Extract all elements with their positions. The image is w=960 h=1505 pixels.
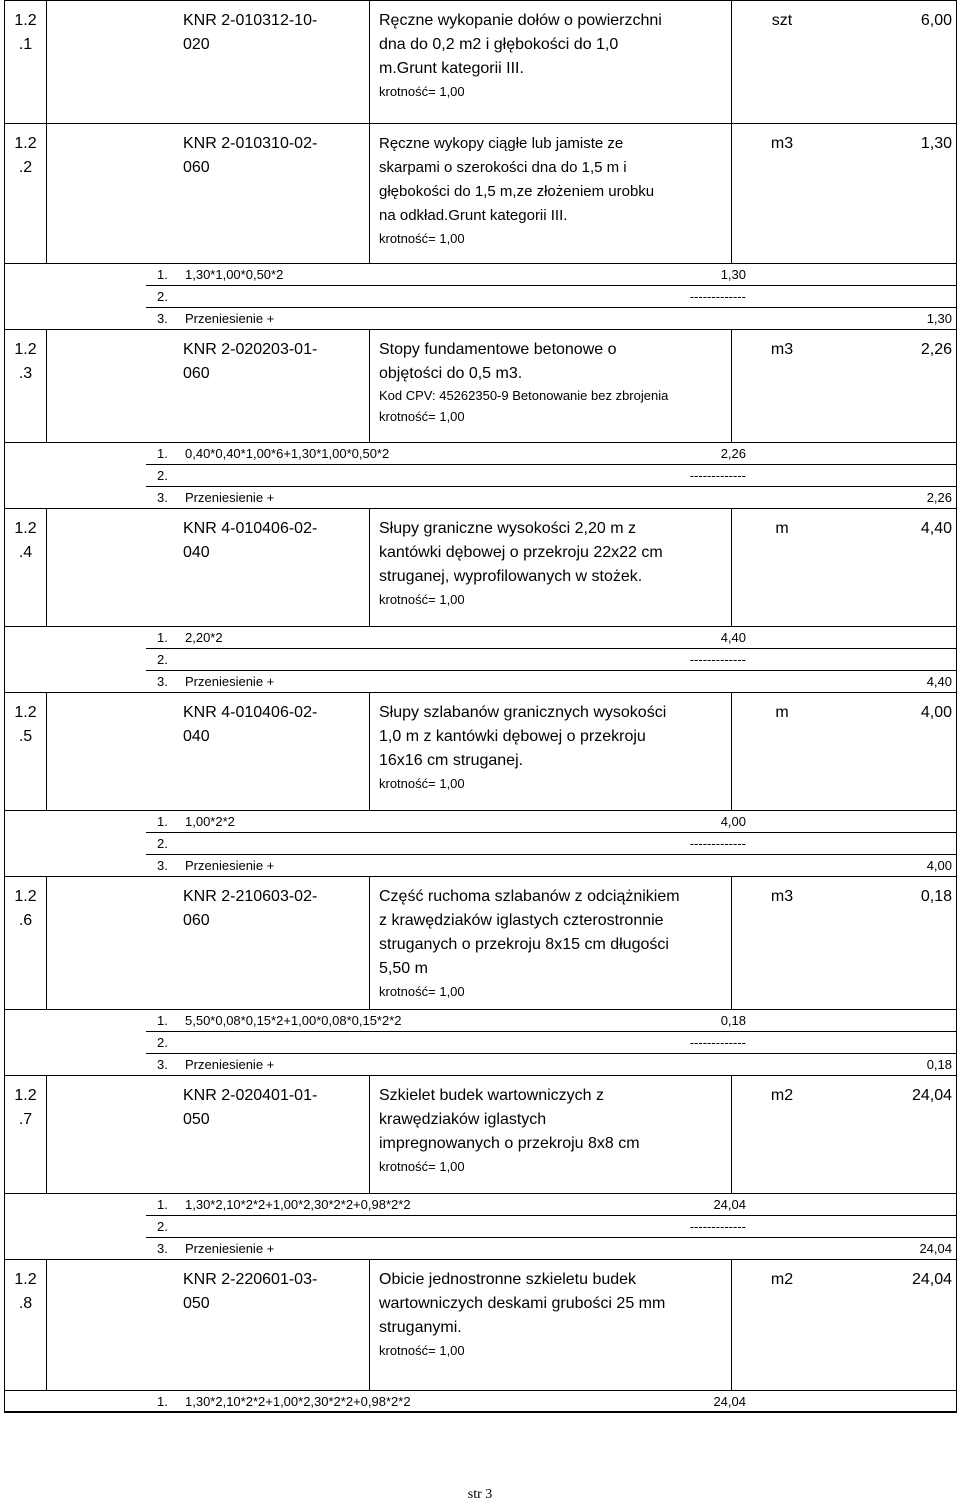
position-number: 1.2 .1	[5, 1, 47, 123]
calculation-row	[5, 442, 956, 464]
cpv-code: Kod CPV: 45262350-9 Betonowanie bez zbrojenia	[379, 388, 669, 403]
calc-value: -------------	[689, 1219, 746, 1234]
position-number: 1.2 .3	[5, 330, 47, 442]
calculation-row	[146, 832, 956, 854]
position-row	[5, 329, 956, 442]
calc-line-number: 2.	[157, 1219, 168, 1234]
calc-value: -------------	[689, 652, 746, 667]
multiplier: krotność= 1,00	[379, 984, 465, 999]
calculation-row-inner	[146, 1391, 956, 1411]
position-description	[370, 1260, 732, 1390]
calc-formula: Przeniesienie +	[185, 1241, 275, 1256]
calculation-block	[5, 626, 956, 692]
calculation-row-inner	[146, 627, 956, 648]
calculation-row	[5, 626, 956, 648]
position-description	[370, 124, 732, 263]
quantity: 4,00	[920, 704, 952, 721]
calculation-block	[5, 263, 956, 329]
multiplier: krotność= 1,00	[379, 1159, 465, 1174]
calc-line-number: 2.	[157, 652, 168, 667]
calc-total: 0,18	[926, 1057, 952, 1072]
calculation-row	[5, 1009, 956, 1031]
position-row	[5, 876, 956, 1009]
position-description	[370, 330, 732, 442]
calc-formula: 1,30*1,00*0,50*2	[185, 267, 284, 282]
calc-line-number: 2.	[157, 289, 168, 304]
calculation-row	[5, 1193, 956, 1215]
calculation-row-inner	[146, 1010, 956, 1031]
calculation-block	[5, 1390, 956, 1412]
description-text: Słupy graniczne wysokości 2,20 m z kantówki dębowej o przekroju 22x22 cm struganej, wyprofilowanych w stożek.	[379, 520, 663, 585]
calc-value: 4,40	[720, 630, 746, 645]
unit-of-measure: m3	[770, 135, 794, 152]
position-number: 1.2 .4	[5, 509, 47, 626]
calculation-row-inner	[146, 264, 956, 285]
unit-of-measure: m2	[770, 1271, 794, 1288]
multiplier: krotność= 1,00	[379, 1343, 465, 1358]
position-row	[5, 1075, 956, 1193]
description-text: Część ruchoma szlabanów z odciążnikiem z krawędziaków iglastych czterostronnie struganych o przekroju 8x15 cm długości 5,50 m	[379, 888, 680, 977]
calculation-row	[146, 1031, 956, 1053]
multiplier: krotność= 1,00	[379, 409, 465, 424]
position-row	[5, 692, 956, 810]
calculation-row	[146, 670, 956, 692]
position-description	[370, 693, 732, 810]
calc-formula: 1,30*2,10*2*2+1,00*2,30*2*2+0,98*2*2	[185, 1197, 411, 1212]
catalog-code: KNR 4-010406-02- 040	[47, 693, 370, 810]
unit-of-measure: m3	[770, 341, 794, 358]
multiplier: krotność= 1,00	[379, 776, 465, 791]
calc-total: 4,40	[926, 674, 952, 689]
position-number: 1.2 .8	[5, 1260, 47, 1390]
calc-formula: 0,40*0,40*1,00*6+1,30*1,00*0,50*2	[185, 446, 390, 461]
unit-of-measure: m2	[770, 1087, 794, 1104]
description-text: Szkielet budek wartowniczych z krawędziaków iglastych impregnowanych o przekroju 8x8 cm	[379, 1087, 640, 1152]
calculation-row-inner	[146, 811, 956, 832]
calculation-row	[146, 1215, 956, 1237]
calc-formula: Przeniesienie +	[185, 490, 275, 505]
calc-line-number: 1.	[157, 1394, 168, 1409]
calc-line-number: 1.	[157, 630, 168, 645]
calculation-block	[5, 442, 956, 508]
calculation-row	[146, 854, 956, 876]
calc-line-number: 2.	[157, 1035, 168, 1050]
calc-total: 24,04	[919, 1241, 952, 1256]
calc-line-number: 1.	[157, 1013, 168, 1028]
calc-formula: 5,50*0,08*0,15*2+1,00*0,08*0,15*2*2	[185, 1013, 402, 1028]
calculation-row-inner	[146, 1194, 956, 1215]
calc-formula: 1,00*2*2	[185, 814, 235, 829]
calc-total: 4,00	[926, 858, 952, 873]
calculation-row-inner	[146, 443, 956, 464]
catalog-code: KNR 2-010310-02- 060	[47, 124, 370, 263]
quantity: 1,30	[920, 135, 952, 152]
catalog-code: KNR 2-210603-02- 060	[47, 877, 370, 1009]
position-number: 1.2 .2	[5, 124, 47, 263]
calc-formula: Przeniesienie +	[185, 674, 275, 689]
calc-value: -------------	[689, 836, 746, 851]
position-row	[5, 0, 956, 123]
quantity: 24,04	[911, 1271, 952, 1288]
catalog-code: KNR 2-020203-01- 060	[47, 330, 370, 442]
calc-value: -------------	[689, 289, 746, 304]
description-text: Ręczne wykopy ciągłe lub jamiste ze skarpami o szerokości dna do 1,5 m i głębokości do 1,5 m,ze złożeniem urobku na odkład.Grunt kategorii III.	[379, 135, 655, 224]
calculation-row	[146, 648, 956, 670]
calculation-row	[146, 285, 956, 307]
calculation-row	[146, 1053, 956, 1075]
position-number: 1.2 .7	[5, 1076, 47, 1193]
quantity: 0,18	[920, 888, 952, 905]
calc-line-number: 2.	[157, 468, 168, 483]
calc-value: 1,30	[720, 267, 746, 282]
calc-formula: 2,20*2	[185, 630, 223, 645]
quantity: 6,00	[920, 12, 952, 29]
position-row	[5, 123, 956, 263]
position-row	[5, 1259, 956, 1390]
unit-of-measure: m	[775, 704, 789, 721]
catalog-code: KNR 2-220601-03- 050	[47, 1260, 370, 1390]
calc-value: 24,04	[713, 1394, 746, 1409]
description-text: Ręczne wykopanie dołów o powierzchni dna do 0,2 m2 i głębokości do 1,0 m.Grunt kategorii III.	[379, 12, 662, 77]
position-description	[370, 1, 732, 123]
description-text: Obicie jednostronne szkieletu budek wartowniczych deskami grubości 25 mm struganymi.	[379, 1271, 666, 1336]
quantity: 4,40	[920, 520, 952, 537]
multiplier: krotność= 1,00	[379, 592, 465, 607]
calc-line-number: 1.	[157, 814, 168, 829]
position-description	[370, 1076, 732, 1193]
calc-value: 0,18	[720, 1013, 746, 1028]
unit-of-measure: m	[775, 520, 789, 537]
position-row	[5, 508, 956, 626]
page-number: str 3	[467, 1487, 493, 1502]
catalog-code: KNR 4-010406-02- 040	[47, 509, 370, 626]
calc-line-number: 3.	[157, 1057, 168, 1072]
calc-line-number: 3.	[157, 311, 168, 326]
description-text: Słupy szlabanów granicznych wysokości 1,0 m z kantówki dębowej o przekroju 16x16 cm struganej.	[379, 704, 667, 769]
catalog-code: KNR 2-020401-01- 050	[47, 1076, 370, 1193]
cost-estimate-table	[4, 0, 957, 1413]
calc-formula: 1,30*2,10*2*2+1,00*2,30*2*2+0,98*2*2	[185, 1394, 411, 1409]
calculation-block	[5, 1193, 956, 1259]
position-description	[370, 509, 732, 626]
unit-of-measure: m3	[770, 888, 794, 905]
position-number: 1.2 .6	[5, 877, 47, 1009]
calc-value: 24,04	[713, 1197, 746, 1212]
description-text: Stopy fundamentowe betonowe o objętości do 0,5 m3.	[379, 341, 617, 382]
catalog-code: KNR 2-010312-10- 020	[47, 1, 370, 123]
calc-line-number: 3.	[157, 674, 168, 689]
calculation-block	[5, 1009, 956, 1075]
calculation-row	[146, 486, 956, 508]
calc-formula: Przeniesienie +	[185, 858, 275, 873]
calculation-row	[146, 1237, 956, 1259]
calc-formula: Przeniesienie +	[185, 1057, 275, 1072]
calc-line-number: 1.	[157, 267, 168, 282]
quantity: 24,04	[911, 1087, 952, 1104]
multiplier: krotność= 1,00	[379, 231, 465, 246]
calc-value: 2,26	[720, 446, 746, 461]
calc-line-number: 3.	[157, 1241, 168, 1256]
calc-line-number: 1.	[157, 1197, 168, 1212]
calc-total: 1,30	[926, 311, 952, 326]
calculation-block	[5, 810, 956, 876]
calculation-row	[5, 263, 956, 285]
calculation-row	[5, 1390, 956, 1412]
calculation-row	[5, 810, 956, 832]
calc-line-number: 2.	[157, 836, 168, 851]
position-description	[370, 877, 732, 1009]
calc-total: 2,26	[926, 490, 952, 505]
calc-line-number: 3.	[157, 858, 168, 873]
position-number: 1.2 .5	[5, 693, 47, 810]
calc-formula: Przeniesienie +	[185, 311, 275, 326]
calc-line-number: 1.	[157, 446, 168, 461]
calc-value: -------------	[689, 468, 746, 483]
calc-value: -------------	[689, 1035, 746, 1050]
calculation-row	[146, 307, 956, 329]
calc-value: 4,00	[720, 814, 746, 829]
calculation-row	[146, 464, 956, 486]
multiplier: krotność= 1,00	[379, 84, 465, 99]
calc-line-number: 3.	[157, 490, 168, 505]
unit-of-measure: szt	[771, 12, 793, 29]
quantity: 2,26	[920, 341, 952, 358]
